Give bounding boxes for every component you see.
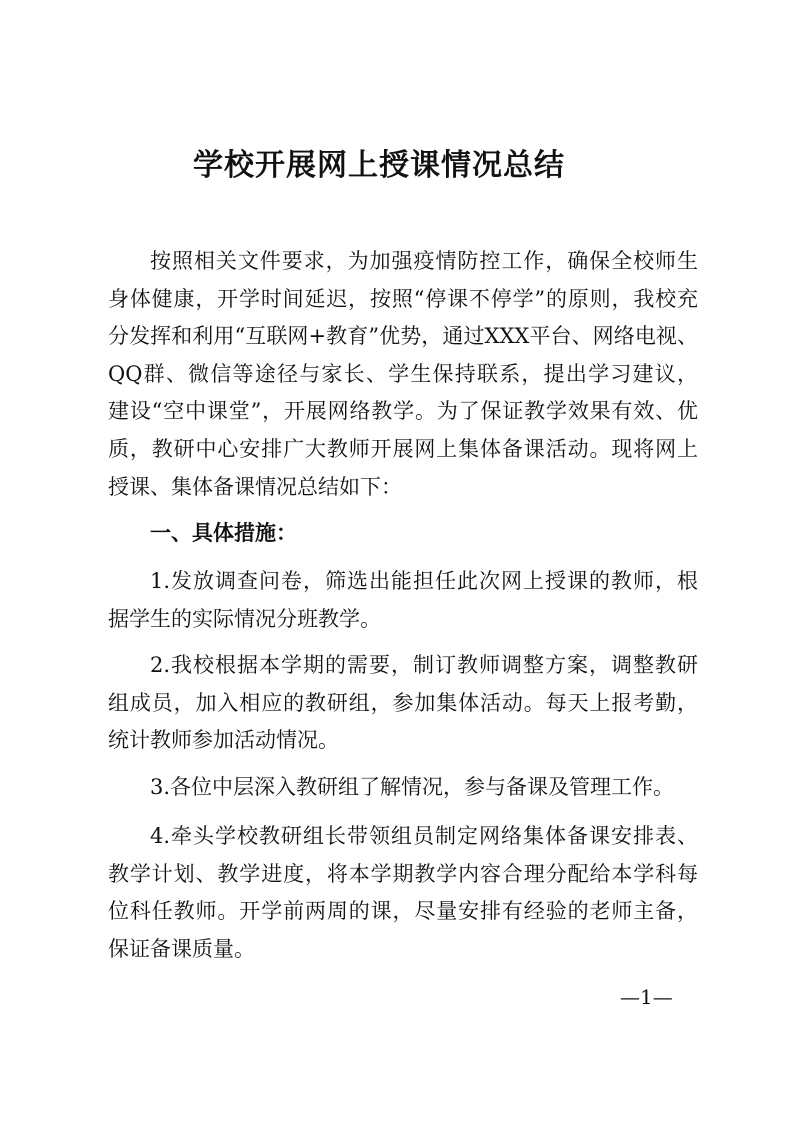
paragraph-line: 2.我校根据本学期的需要，制订教师调整方案，调整教研 [150, 653, 698, 677]
document-title: 学校开展网上授课情况总结 [193, 148, 565, 183]
paragraph-line: 按照相关文件要求，为加强疫情防控工作，确保全校师生 [150, 249, 698, 273]
measure-item-3 [108, 769, 698, 807]
page-number: —1— [620, 985, 673, 1009]
intro-paragraph [108, 243, 698, 506]
measure-item-4 [108, 818, 698, 968]
paragraph-line: 3.各位中层深入教研组了解情况，参与备课及管理工作。 [150, 775, 675, 799]
paragraph-line: 统计教师参加活动情况。 [108, 728, 339, 753]
paragraph-line: 4.牵头学校教研组长带领组员制定网络集体备课安排表、 [150, 824, 698, 848]
paragraph-line: 位科任教师。开学前两周的课，尽量安排有经验的老师主备， [108, 899, 698, 924]
measure-item-2 [108, 647, 698, 760]
section-heading: 一、具体措施： [150, 521, 297, 545]
paragraph-line: QQ群、微信等途径与家长、学生保持联系，提出学习建议， [108, 361, 698, 386]
paragraph-line: 教学计划、教学进度，将本学期教学内容合理分配给本学科每 [108, 861, 698, 886]
paragraph-line: 建设“空中课堂”，开展网络教学。为了保证教学效果有效、优 [108, 399, 698, 424]
paragraph-line: 保证备课质量。 [108, 936, 255, 961]
paragraph-line: 身体健康，开学时间延迟，按照“停课不停学”的原则，我校充 [108, 286, 698, 311]
paragraph-line: 1.发放调查问卷，筛选出能担任此次网上授课的教师，根 [150, 569, 698, 593]
paragraph-line: 组成员，加入相应的教研组，参加集体活动。每天上报考勤， [108, 690, 698, 715]
paragraph-line: 分发挥和利用“互联网+教育”优势，通过XXX平台、网络电视、 [108, 324, 698, 349]
measure-item-1 [108, 563, 698, 638]
paragraph-line: 据学生的实际情况分班教学。 [108, 606, 381, 631]
paragraph-line: 质，教研中心安排广大教师开展网上集体备课活动。现将网上 [108, 436, 698, 461]
paragraph-line: 授课、集体备课情况总结如下： [108, 474, 402, 499]
